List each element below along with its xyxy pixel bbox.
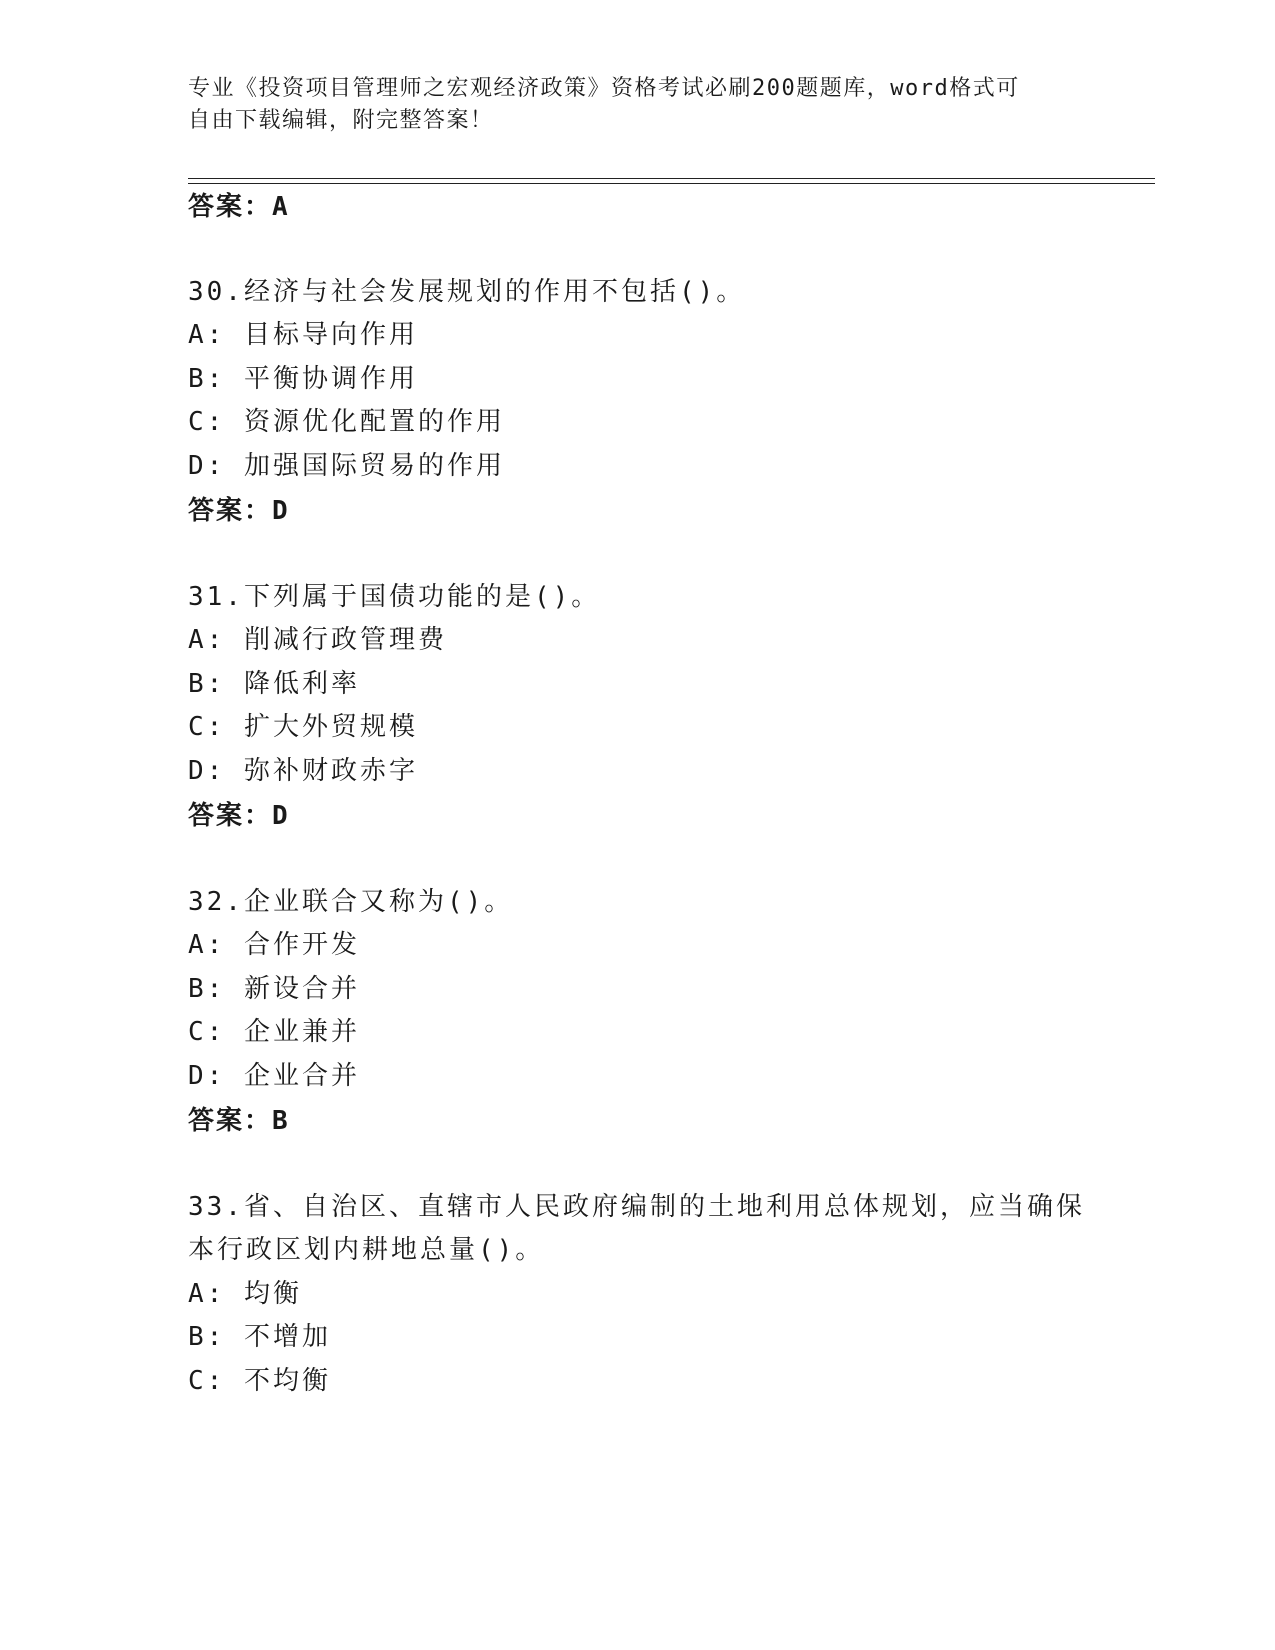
answer-30: 答案：D [188, 496, 290, 526]
header-line-2: 自由下载编辑，附完整答案！ [188, 108, 494, 133]
option-31-a: A: 削减行政管理费 [188, 625, 447, 655]
option-32-d: D: 企业合并 [188, 1061, 360, 1091]
option-33-c: C: 不均衡 [188, 1366, 331, 1396]
option-31-c: C: 扩大外贸规模 [188, 712, 418, 742]
option-30-c: C: 资源优化配置的作用 [188, 407, 505, 437]
header-divider-top [188, 178, 1155, 179]
option-32-c: C: 企业兼并 [188, 1017, 360, 1047]
option-31-b: B: 降低利率 [188, 669, 360, 699]
option-30-a: A: 目标导向作用 [188, 320, 418, 350]
question-32: 32.企业联合又称为()。 [188, 887, 514, 917]
option-31-d: D: 弥补财政赤字 [188, 756, 418, 786]
answer-31: 答案：D [188, 801, 290, 831]
option-30-b: B: 平衡协调作用 [188, 364, 418, 394]
header-divider-bottom [188, 183, 1155, 184]
question-33-line-2: 本行政区划内耕地总量()。 [188, 1235, 545, 1265]
option-30-d: D: 加强国际贸易的作用 [188, 451, 505, 481]
option-32-a: A: 合作开发 [188, 930, 360, 960]
question-30: 30.经济与社会发展规划的作用不包括()。 [188, 277, 746, 307]
question-33-line-1: 33.省、自治区、直辖市人民政府编制的土地利用总体规划，应当确保 [188, 1192, 1085, 1222]
question-31: 31.下列属于国债功能的是()。 [188, 582, 601, 612]
document-header [188, 73, 1088, 137]
answer-29: 答案：A [188, 192, 290, 222]
option-33-a: A: 均衡 [188, 1279, 302, 1309]
answer-32: 答案：B [188, 1106, 290, 1136]
header-line-1: 专业《投资项目管理师之宏观经济政策》资格考试必刷200题题库，word格式可 [188, 76, 1020, 101]
option-33-b: B: 不增加 [188, 1322, 331, 1352]
option-32-b: B: 新设合并 [188, 974, 360, 1004]
